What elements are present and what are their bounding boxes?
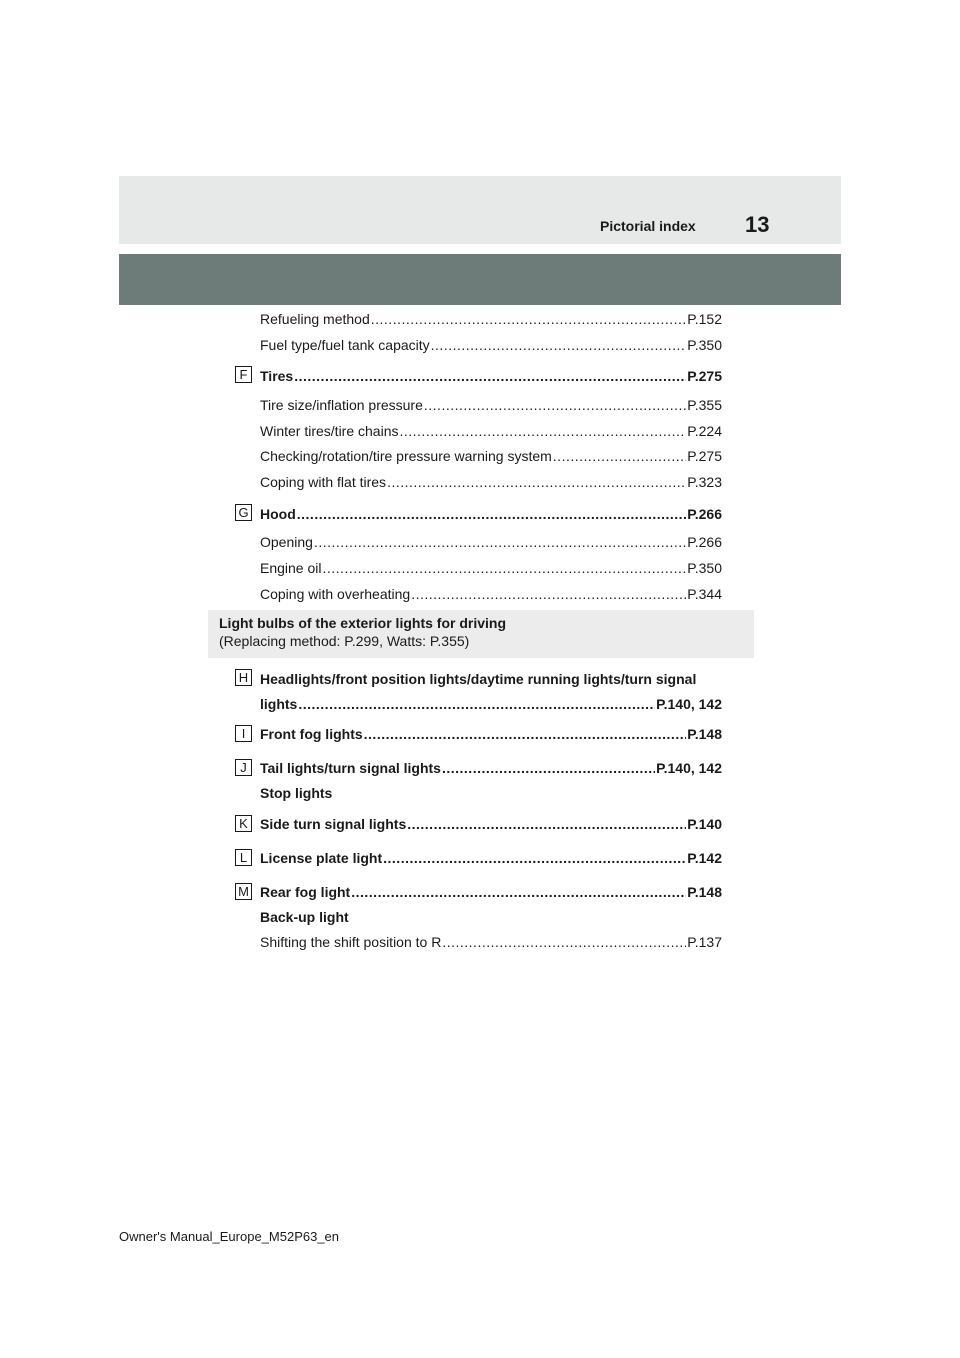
page-ref: P.148 <box>687 884 722 900</box>
leader-dots <box>371 310 686 328</box>
entry-flat-tires[interactable] <box>260 473 722 491</box>
entry-label: Fuel type/fuel tank capacity <box>260 337 430 353</box>
page-ref: P.323 <box>687 474 722 490</box>
entry-label: Winter tires/tire chains <box>260 423 399 439</box>
page-ref: P.266 <box>687 506 722 522</box>
letter-badge-m: M <box>235 883 252 900</box>
entry-label: Front fog lights <box>260 726 363 742</box>
page-ref: P.152 <box>687 311 722 327</box>
letter-badge-f: F <box>235 366 252 383</box>
letter-badge-g: G <box>235 504 252 521</box>
leader-dots <box>431 336 687 354</box>
entry-label: Tire size/inflation pressure <box>260 397 423 413</box>
info-box-subtitle: (Replacing method: P.299, Watts: P.355) <box>219 633 470 649</box>
page-ref: P.140, 142 <box>656 696 722 712</box>
entry-label: lights <box>260 696 298 712</box>
leader-dots <box>442 759 655 777</box>
entry-engine-oil[interactable] <box>260 559 722 577</box>
entry-label: Coping with flat tires <box>260 474 387 490</box>
entry-label: Checking/rotation/tire pressure warning system <box>260 448 552 464</box>
page-ref: P.137 <box>687 934 722 950</box>
entry-label: Tail lights/turn signal lights <box>260 760 441 776</box>
page-ref: P.350 <box>687 560 722 576</box>
page-ref: P.275 <box>687 448 722 464</box>
letter-badge-l: L <box>235 849 252 866</box>
leader-dots <box>424 396 686 414</box>
entry-label: Tires <box>260 368 294 384</box>
leader-dots <box>323 559 687 577</box>
entry-hood[interactable] <box>260 505 722 523</box>
entry-label: Engine oil <box>260 560 322 576</box>
page-ref: P.350 <box>687 337 722 353</box>
entry-stop-lights[interactable]: Stop lights <box>260 785 333 801</box>
leader-dots <box>351 883 686 901</box>
entry-label: Refueling method <box>260 311 370 327</box>
entry-backup-light[interactable]: Back-up light <box>260 909 349 925</box>
leader-dots <box>383 849 686 867</box>
header-dark-band <box>119 254 841 305</box>
entry-fuel-type[interactable] <box>260 336 722 354</box>
page-number: 13 <box>745 212 770 237</box>
page-ref: P.140 <box>687 816 722 832</box>
page-ref: P.355 <box>687 397 722 413</box>
header-band <box>119 176 841 244</box>
entry-checking-rotation[interactable] <box>260 447 722 465</box>
leader-dots <box>399 422 686 440</box>
entry-label: Side turn signal lights <box>260 816 407 832</box>
entry-headlights[interactable] <box>260 695 722 713</box>
entry-opening[interactable] <box>260 533 722 551</box>
section-title: Pictorial index <box>600 218 696 234</box>
entry-side-turn[interactable] <box>260 815 722 833</box>
entry-shifting[interactable] <box>260 933 722 951</box>
letter-badge-j: J <box>235 759 252 776</box>
letter-badge-k: K <box>235 815 252 832</box>
leader-dots <box>314 533 686 551</box>
entry-front-fog[interactable] <box>260 725 722 743</box>
page-ref: P.142 <box>687 850 722 866</box>
leader-dots <box>387 473 686 491</box>
letter-badge-i: I <box>235 725 252 742</box>
page-ref: P.275 <box>687 368 722 384</box>
page-ref: P.148 <box>687 726 722 742</box>
leader-dots <box>297 505 686 523</box>
leader-dots <box>553 447 686 465</box>
entry-rear-fog[interactable] <box>260 883 722 901</box>
leader-dots <box>411 585 686 603</box>
page-ref: P.266 <box>687 534 722 550</box>
leader-dots <box>442 933 686 951</box>
entry-refueling-method[interactable] <box>260 310 722 328</box>
entry-tires[interactable] <box>260 367 722 385</box>
leader-dots <box>364 725 687 743</box>
entry-tire-size[interactable] <box>260 396 722 414</box>
footer-text: Owner's Manual_Europe_M52P63_en <box>119 1229 340 1244</box>
leader-dots <box>294 367 686 385</box>
entry-label: License plate light <box>260 850 383 866</box>
entry-license-plate[interactable] <box>260 849 722 867</box>
entry-label: Coping with overheating <box>260 586 411 602</box>
entry-label: Hood <box>260 506 296 522</box>
entry-label: Rear fog light <box>260 884 351 900</box>
entry-headlights-line1[interactable]: Headlights/front position lights/daytime running lights/turn signal <box>260 671 697 687</box>
entry-label: Opening <box>260 534 313 550</box>
leader-dots <box>407 815 686 833</box>
entry-tail-lights[interactable] <box>260 759 722 777</box>
entry-overheating[interactable] <box>260 585 722 603</box>
info-box-title: Light bulbs of the exterior lights for driving <box>219 615 506 631</box>
leader-dots <box>298 695 655 713</box>
page-ref: P.344 <box>687 586 722 602</box>
entry-winter-tires[interactable] <box>260 422 722 440</box>
page-ref: P.140, 142 <box>656 760 722 776</box>
letter-badge-h: H <box>235 669 252 686</box>
entry-label: Shifting the shift position to R <box>260 934 442 950</box>
page-ref: P.224 <box>687 423 722 439</box>
